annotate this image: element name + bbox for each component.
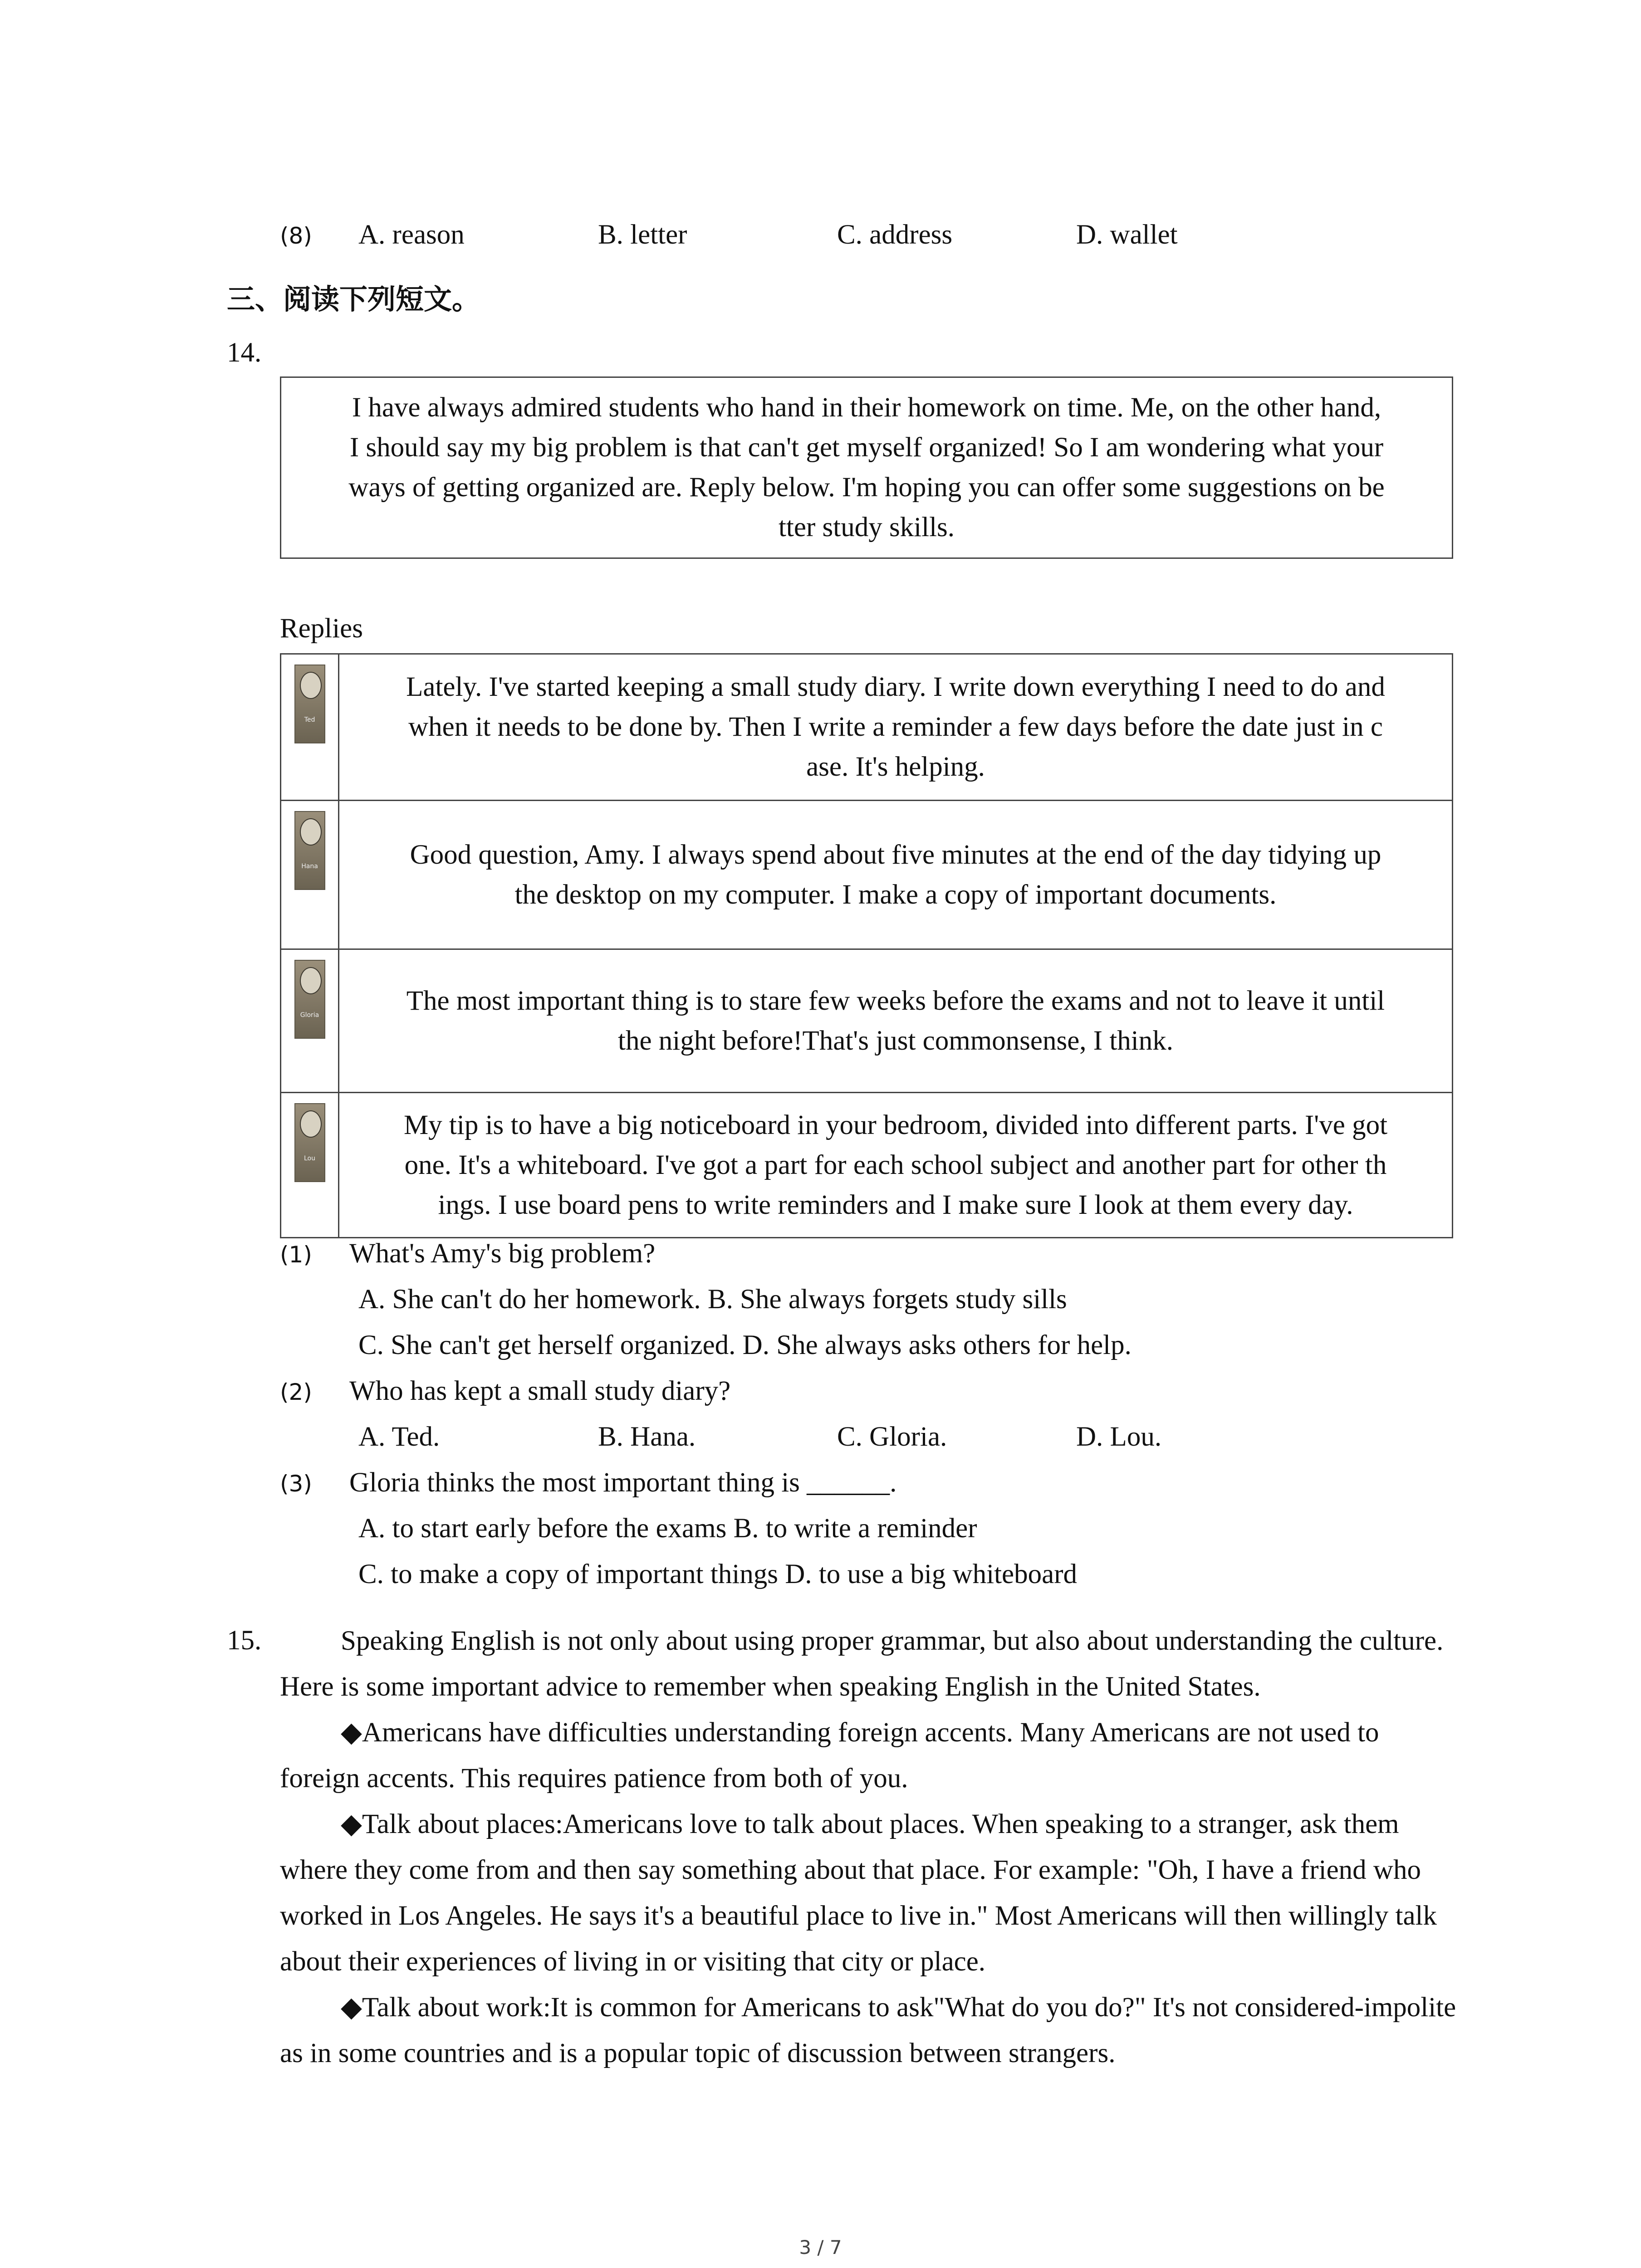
page-number: 3 / 7 (799, 2236, 842, 2258)
option-line: A. to start early before the exams B. to write a reminder (358, 1513, 977, 1544)
avatar (294, 665, 325, 743)
question-number: (3) (280, 1471, 312, 1497)
question-number: (1) (280, 1242, 312, 1268)
avatar-name: Gloria (300, 1012, 319, 1019)
post-line: I should say my big problem is that can't get myself organized! So I am wondering what your (349, 432, 1384, 463)
reply-text (339, 1093, 1453, 1238)
post-line: tter study skills. (778, 512, 955, 543)
option-c: C. Gloria. (837, 1422, 947, 1452)
paragraph: Speaking English is not only about using proper grammar, but also about understanding the culture. Here is some important advice to remember when speaking English in the United States. (280, 1626, 1444, 1702)
reply-text (339, 949, 1453, 1093)
option-a: A. Ted. (358, 1422, 440, 1452)
replies-label: Replies (280, 613, 363, 644)
question-text: What's Amy's big problem? (349, 1238, 656, 1269)
option-b: B. Hana. (598, 1422, 696, 1452)
passage (280, 1618, 1460, 2076)
replies-table (280, 653, 1453, 1238)
forum-post (280, 376, 1453, 559)
avatar-name: Lou (304, 1155, 315, 1162)
post-line: I have always admired students who hand in their homework on time. Me, on the other hand, (352, 392, 1381, 423)
reply-row (281, 1093, 1453, 1238)
reply-text (339, 801, 1453, 949)
question-number: 15. (227, 1625, 262, 1656)
reply-row (281, 654, 1453, 801)
option-line: C. to make a copy of important things D. to use a big whiteboard (358, 1559, 1078, 1589)
question-number: (2) (280, 1379, 312, 1405)
section-heading: 三、阅读下列短文。 (227, 283, 480, 316)
question-number: (8) (280, 223, 312, 249)
reply-row (281, 801, 1453, 949)
option-line: C. She can't get herself organized. D. She always asks others for help. (358, 1330, 1132, 1360)
avatar-name: Hana (301, 863, 318, 870)
reply-line: My tip is to have a big noticeboard in your bedroom, divided into different parts. I've got (403, 1110, 1388, 1140)
reply-line: the night before!That's just commonsense, I think. (618, 1025, 1173, 1056)
option-d: D. Lou. (1076, 1422, 1162, 1452)
paragraph: ◆Talk about places:Americans love to talk about places. When speaking to a stranger, ask them where they come from and then say something about that place. For example: "Oh, I have a friend who worked in Los Angeles. He says it's a beautiful place to live in." Most Americans will then willingly talk about their experiences of living in or visiting that city or place. (280, 1809, 1437, 1977)
reply-line: Lately. I've started keeping a small study diary. I write down everything I need to do and (406, 672, 1385, 702)
question-number: 14. (227, 337, 262, 368)
question-text: Gloria thinks the most important thing is ______. (349, 1467, 897, 1498)
avatar-name: Ted (304, 716, 315, 723)
post-line: ways of getting organized are. Reply below. I'm hoping you can offer some suggestions on be (348, 472, 1385, 503)
reply-row (281, 949, 1453, 1093)
option-line: A. She can't do her homework. B. She always forgets study sills (358, 1284, 1067, 1315)
option-a: A. reason (358, 220, 465, 250)
reply-line: ase. It's helping. (806, 752, 985, 782)
option-d: D. wallet (1076, 220, 1178, 250)
reply-line: when it needs to be done by. Then I write a reminder a few days before the date just in c (408, 712, 1383, 742)
avatar (294, 1103, 325, 1182)
reply-line: one. It's a whiteboard. I've got a part for each school subject and another part for other th (404, 1149, 1387, 1180)
avatar (294, 811, 325, 890)
option-c: C. address (837, 220, 953, 250)
avatar (294, 960, 325, 1039)
option-b: B. letter (598, 220, 687, 250)
question-text: Who has kept a small study diary? (349, 1376, 731, 1406)
reply-text (339, 654, 1453, 801)
paragraph: ◆Talk about work:It is common for Americans to ask"What do you do?" It's not considered-impolite as in some countries and is a popular topic of discussion between strangers. (280, 1992, 1456, 2068)
paragraph: ◆Americans have difficulties understanding foreign accents. Many Americans are not used to foreign accents. This requires patience from both of you. (280, 1717, 1379, 1794)
reply-line: Good question, Amy. I always spend about five minutes at the end of the day tidying up (410, 839, 1381, 870)
reply-line: ings. I use board pens to write reminders and I make sure I look at them every day. (438, 1189, 1353, 1220)
reply-line: The most important thing is to stare few weeks before the exams and not to leave it until (406, 985, 1385, 1016)
reply-line: the desktop on my computer. I make a copy of important documents. (514, 879, 1277, 910)
